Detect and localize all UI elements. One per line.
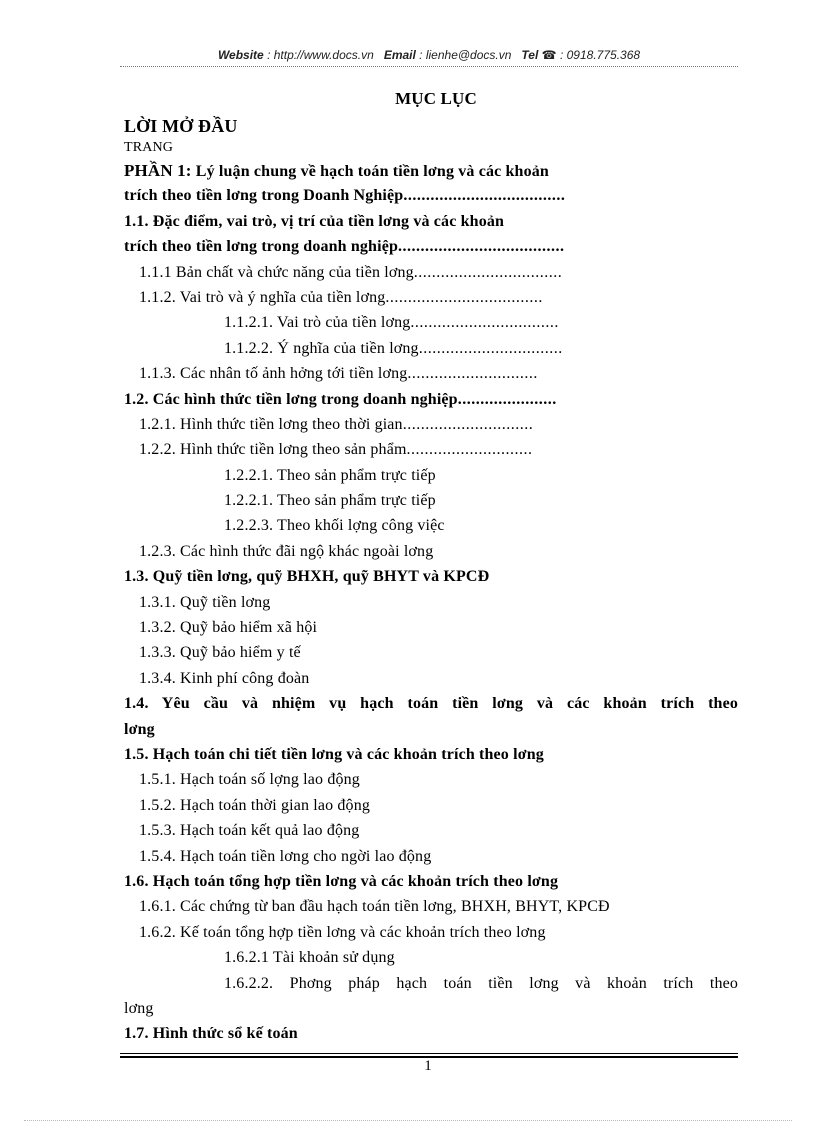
toc-1-1-2: 1.1.2. Vai trò và ý nghĩa của tiền lơng................................... <box>139 288 543 306</box>
toc-title: MỤC LỤC <box>395 89 477 108</box>
toc-1-6-2-1: 1.6.2.1 Tài khoản sử dụng <box>224 949 395 967</box>
toc-leader-dots: ................................... <box>385 288 543 306</box>
toc-1-5-2: 1.5.2. Hạch toán thời gian lao động <box>139 796 370 814</box>
toc-1-3-4: 1.3.4. Kinh phí công đoàn <box>139 669 310 687</box>
toc-1-1-cont: trích theo tiền lơng trong doanh nghiệp..................................... <box>124 238 565 256</box>
toc-1-5-4: 1.5.4. Hạch toán tiền lơng cho ngời lao động <box>139 847 432 865</box>
toc-1-4: 1.4. Yêu cầu và nhiệm vụ hạch toán tiền lơng và các khoản trích theo <box>124 695 738 713</box>
toc-1-6: 1.6. Hạch toán tổng hợp tiền lơng và các khoản trích theo lơng <box>124 872 559 890</box>
email-label: Email <box>383 48 416 62</box>
toc-leader-dots: .................................... <box>403 187 566 205</box>
toc-1-2-2-1: 1.2.2.1. Theo sản phẩm trực tiếp <box>224 466 436 484</box>
toc-leader-dots: ................................. <box>410 314 559 332</box>
toc-1-2-2: 1.2.2. Hình thức tiền lơng theo sản phẩm............................ <box>139 441 533 459</box>
toc-1-3-3: 1.3.3. Quỹ bảo hiểm y tế <box>139 644 301 662</box>
email-value: : lienhe@docs.vn <box>419 48 512 62</box>
table-of-contents <box>124 88 738 1047</box>
toc-1-6-2-2: 1.6.2.2. Phơng pháp hạch toán tiền lơng và khoản trích theo <box>224 974 738 992</box>
toc-1-2-2-3: 1.2.2.3. Theo khối lợng công việc <box>224 517 445 535</box>
page-header <box>120 48 738 66</box>
toc-1-2: 1.2. Các hình thức tiền lơng trong doanh nghiệp...................... <box>124 390 557 408</box>
toc-1-5: 1.5. Hạch toán chi tiết tiền lơng và các khoản trích theo lơng <box>124 745 544 763</box>
toc-1-1-2-2: 1.1.2.2. Ý nghĩa của tiền lơng................................ <box>224 339 563 357</box>
tel-value: : 0918.775.368 <box>559 48 641 62</box>
website-value: : http://www.docs.vn <box>267 48 374 62</box>
page-bottom-edge <box>24 1120 792 1121</box>
toc-leader-dots: ............................. <box>407 365 538 383</box>
toc-trang-label: TRANG <box>124 140 173 155</box>
tel-label: Tel <box>521 48 539 62</box>
toc-leader-dots: ................................. <box>413 263 563 281</box>
phan1-prefix: PHẦN 1: <box>124 161 192 180</box>
phan1-text: Lý luận chung về hạch toán tiền lơng và các khoản <box>191 163 549 180</box>
phone-icon: ☎ <box>541 48 557 62</box>
toc-leader-dots: ................................ <box>418 339 563 357</box>
toc-1-3-1: 1.3.1. Quỹ tiền lơng <box>139 593 271 611</box>
toc-1-1-3: 1.1.3. Các nhân tố ảnh hởng tới tiền lơng............................. <box>139 365 538 383</box>
footer-divider <box>120 1053 738 1054</box>
toc-1-6-2: 1.6.2. Kế toán tổng hợp tiền lơng và các khoản trích theo lơng <box>139 923 546 941</box>
toc-1-3-2: 1.3.2. Quỹ bảo hiểm xã hội <box>139 619 318 637</box>
toc-1-5-1: 1.5.1. Hạch toán số lợng lao động <box>139 771 360 789</box>
toc-1-5-3: 1.5.3. Hạch toán kết quả lao động <box>139 822 360 840</box>
toc-leader-dots: ............................. <box>402 415 534 433</box>
toc-1-3: 1.3. Quỹ tiền lơng, quỹ BHXH, quỹ BHYT và KPCĐ <box>124 568 490 586</box>
toc-leader-dots: ...................... <box>457 390 557 408</box>
toc-phan1 <box>124 158 738 183</box>
toc-intro: LỜI MỞ ĐẦU <box>124 116 238 136</box>
toc-1-6-1: 1.6.1. Các chứng từ ban đầu hạch toán tiền lơng, BHXH, BHYT, KPCĐ <box>139 898 610 916</box>
toc-1-1-2-1: 1.1.2.1. Vai trò của tiền lơng................................. <box>224 314 559 332</box>
toc-1-4-cont: lơng <box>124 720 155 738</box>
toc-1-1: 1.1. Đặc điểm, vai trò, vị trí của tiền lơng và các khoản <box>124 212 505 230</box>
toc-1-2-2-1-repeat: 1.2.2.1. Theo sản phẩm trực tiếp <box>224 492 436 510</box>
toc-1-7: 1.7. Hình thức sổ kế toán <box>124 1025 298 1043</box>
website-label: Website <box>217 48 264 62</box>
toc-1-1-1: 1.1.1 Bản chất và chức năng của tiền lơng................................. <box>139 263 563 281</box>
page-number: 1 <box>424 1058 432 1074</box>
toc-1-6-2-2-cont: lơng <box>124 999 154 1017</box>
toc-phan1-cont: trích theo tiền lơng trong Doanh Nghiệp.................................... <box>124 187 566 205</box>
toc-1-2-3: 1.2.3. Các hình thức đãi ngộ khác ngoài lơng <box>139 542 434 560</box>
toc-1-2-1: 1.2.1. Hình thức tiền lơng theo thời gian............................. <box>139 415 534 433</box>
toc-leader-dots: ............................ <box>406 441 533 459</box>
toc-leader-dots: ..................................... <box>398 238 565 256</box>
header-divider <box>120 66 738 67</box>
